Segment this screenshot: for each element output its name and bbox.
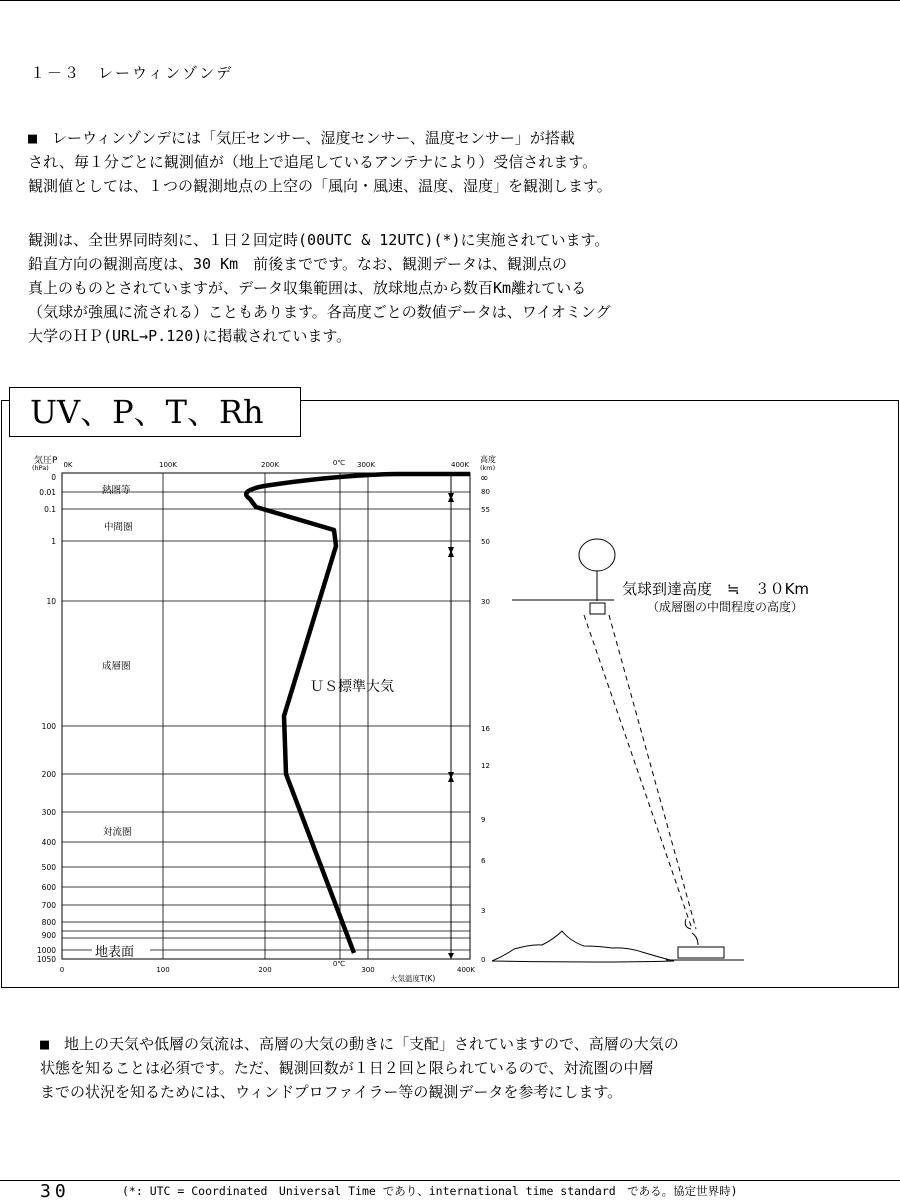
temperature-profile bbox=[246, 474, 470, 953]
observation-line: 大学のＨＰ(URL→P.120)に掲載されています。 bbox=[28, 327, 352, 345]
figure-label-box: UV、P、T、Rh bbox=[9, 387, 301, 437]
tracking-beam-left bbox=[584, 615, 692, 929]
height-tick: 50 bbox=[481, 538, 490, 546]
height-tick: 16 bbox=[481, 725, 490, 733]
pressure-tick: 0 bbox=[51, 473, 56, 482]
observation-paragraph bbox=[28, 228, 611, 348]
surface-label: 地表面 bbox=[95, 945, 135, 960]
profile-label: ＵＳ標準大気 bbox=[310, 679, 394, 695]
observation-line: 真上のものとされていますが、データ収集範囲は、放球地点から数百Km離れている bbox=[28, 279, 587, 297]
conclusion-line: 状態を知ることは必須です。ただ、観測回数が１日２回と限られているので、対流圏の中層 bbox=[40, 1059, 654, 1077]
height-tick: 55 bbox=[481, 506, 490, 514]
height-tick-labels bbox=[480, 473, 490, 964]
page-number: 30 bbox=[40, 1181, 70, 1202]
pressure-tick: 0.1 bbox=[44, 505, 56, 514]
zero-c-bottom: 0℃ bbox=[332, 960, 346, 968]
temp-tick-top: 0K bbox=[63, 461, 73, 469]
tracking-beam-right bbox=[609, 615, 696, 929]
conclusion-paragraph bbox=[40, 1032, 679, 1104]
pressure-tick: 1050 bbox=[36, 955, 56, 964]
balloon-altitude-subtext: （成層圏の中間程度の高度） bbox=[647, 600, 804, 614]
layer-mesosphere: 中間圏 bbox=[104, 522, 133, 533]
conclusion-line: ■ 地上の天気や低層の気流は、高層の大気の動きに「支配」されていますので、高層の大気の bbox=[40, 1035, 679, 1053]
pressure-axis-label: 気圧P bbox=[34, 456, 58, 466]
zero-c-top: 0℃ bbox=[332, 459, 346, 467]
pressure-unit: (hPa) bbox=[32, 464, 49, 472]
pressure-tick: 0.01 bbox=[39, 488, 56, 497]
pressure-tick-labels bbox=[37, 473, 56, 964]
observation-line: （気球が強風に流される）こともあります。各高度ごとの数値データは、ワイオミング bbox=[28, 303, 611, 321]
pressure-tick: 10 bbox=[46, 597, 56, 606]
pressure-tick: 500 bbox=[41, 863, 56, 872]
pressure-tick: 300 bbox=[41, 808, 56, 817]
mountain-terrain bbox=[492, 931, 674, 962]
atmosphere-diagram bbox=[2, 401, 898, 987]
height-tick: 30 bbox=[481, 598, 490, 606]
pressure-tick: 1000 bbox=[36, 946, 56, 955]
pressure-tick: 400 bbox=[41, 838, 56, 847]
intro-line: 観測値としては、１つの観測地点の上空の「風向・風速、温度、湿度」を観測します。 bbox=[28, 177, 612, 195]
conclusion-line: までの状況を知るためには、ウィンドプロファイラー等の観測データを参考にします。 bbox=[40, 1083, 623, 1101]
intro-line: ■ レーウィンゾンデには「気圧センサー、湿度センサー、温度センサー」が搭載 bbox=[28, 129, 575, 147]
height-tick: 80 bbox=[481, 488, 490, 496]
height-tick: 9 bbox=[481, 816, 486, 824]
layer-stratosphere: 成層圏 bbox=[102, 661, 131, 672]
pressure-tick: 700 bbox=[41, 901, 56, 910]
observation-line: 鉛直方向の観測高度は、30 Km 前後までです。なお、観測データは、観測点の bbox=[28, 255, 567, 273]
observation-line: 観測は、全世界同時刻に、１日２回定時(00UTC & 12UTC)(*)に実施されています。 bbox=[28, 231, 610, 249]
temp-tick-bottom: 400K bbox=[457, 966, 475, 974]
radiosonde-box bbox=[590, 603, 605, 614]
pressure-tick: 900 bbox=[41, 931, 56, 940]
height-tick: 0 bbox=[481, 956, 486, 964]
temp-tick-top: 400K bbox=[451, 461, 469, 469]
temperature-bottom-ticks bbox=[60, 960, 476, 974]
temp-tick-top: 100K bbox=[159, 461, 177, 469]
layer-thermosphere: 熱圏等 bbox=[102, 485, 131, 496]
height-unit: (km) bbox=[480, 464, 496, 472]
temp-tick-top: 200K bbox=[261, 461, 279, 469]
antenna-icon bbox=[685, 919, 698, 945]
intro-line: され、毎１分ごとに観測値が（地上で追尾しているアンテナにより）受信されます。 bbox=[28, 153, 598, 171]
height-tick: ∞ bbox=[480, 473, 489, 484]
pressure-tick: 1 bbox=[51, 537, 56, 546]
height-tick: 12 bbox=[481, 762, 490, 770]
pressure-gridlines bbox=[62, 492, 470, 950]
footnote: (*: UTC = Coordinated Universal Time であり、international time standard である。協定世界時) bbox=[122, 1184, 738, 1198]
section-title: １－３ レーウィンゾンデ bbox=[30, 64, 234, 82]
height-tick: 6 bbox=[481, 857, 486, 865]
temp-tick-bottom: 200 bbox=[258, 966, 272, 974]
atmosphere-figure bbox=[1, 400, 899, 988]
layer-troposphere: 対流圏 bbox=[103, 827, 132, 838]
temperature-axis-label: 大気温度T(K) bbox=[390, 974, 436, 983]
top-rule bbox=[0, 0, 900, 1]
temp-tick-bottom: 0 bbox=[59, 966, 65, 974]
temp-tick-top: 300K bbox=[357, 461, 375, 469]
plot-frame bbox=[62, 473, 470, 959]
pressure-tick: 200 bbox=[41, 770, 56, 779]
temperature-top-ticks bbox=[63, 459, 469, 469]
temp-tick-bottom: 100 bbox=[156, 966, 170, 974]
height-axis-label: 高度 bbox=[480, 455, 496, 464]
intro-paragraph bbox=[28, 126, 612, 198]
balloon bbox=[579, 539, 615, 571]
height-tick: 3 bbox=[481, 907, 486, 915]
balloon-altitude-text: 気球到達高度 ≒ ３０Km bbox=[622, 580, 810, 598]
ground-station bbox=[678, 947, 724, 958]
pressure-tick: 100 bbox=[41, 722, 56, 731]
footer-rule bbox=[0, 1180, 900, 1181]
pressure-tick: 800 bbox=[41, 918, 56, 927]
layer-labels bbox=[102, 484, 133, 838]
temp-tick-bottom: 300 bbox=[361, 966, 375, 974]
pressure-tick: 600 bbox=[41, 883, 56, 892]
